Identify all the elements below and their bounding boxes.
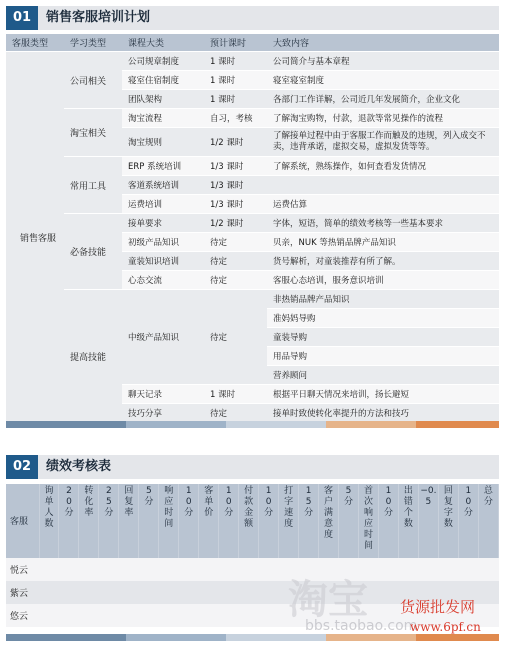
- perf-header-cell: 10分: [458, 484, 478, 558]
- url-watermark: www.6pf.cn: [410, 620, 481, 634]
- perf-header-cell: 客户满意度: [319, 484, 339, 558]
- perf-header-cell: 回复率: [119, 484, 139, 558]
- header-hours: 预计课时: [204, 34, 267, 52]
- hours-cell: 1/3 课时: [204, 195, 267, 214]
- course-cell: 技巧分享: [122, 404, 204, 423]
- forum-url-watermark: bbs.taobao.com: [305, 618, 418, 634]
- course-cell: 聊天记录: [122, 385, 204, 404]
- cs-name: 悦云: [6, 558, 39, 581]
- course-cell: ERP 系统培训: [122, 157, 204, 176]
- brand-watermark: 货源批发网: [400, 598, 476, 616]
- perf-header-cell: 5分: [139, 484, 159, 558]
- cs-name: 悠云: [6, 604, 39, 627]
- course-cell: 中级产品知识: [122, 290, 204, 385]
- hours-cell: 1 课时: [204, 71, 267, 90]
- content-cell: 用品导购: [267, 347, 499, 366]
- course-cell: 公司规章制度: [122, 52, 204, 71]
- perf-header-cell: 25分: [99, 484, 119, 558]
- course-cell: 童装知识培训: [122, 252, 204, 271]
- hours-cell: 待定: [204, 233, 267, 252]
- perf-header-cell: 10分: [378, 484, 398, 558]
- content-cell: 运费估算: [267, 195, 499, 214]
- content-cell: 准妈妈导购: [267, 309, 499, 328]
- table-header-row: [6, 34, 499, 52]
- content-cell: [267, 176, 499, 195]
- perf-header-cell: 询单人数: [39, 484, 59, 558]
- course-cell: 初级产品知识: [122, 233, 204, 252]
- hours-cell: 待定: [204, 404, 267, 423]
- table-row: [6, 604, 499, 627]
- hours-cell: 1 课时: [204, 52, 267, 71]
- hours-cell: 1 课时: [204, 90, 267, 109]
- perf-header-cell: 回复字数: [438, 484, 458, 558]
- content-cell: 字体，短语，简单的绩效考核等一些基本要求: [267, 214, 499, 233]
- course-cell: 心态交流: [122, 271, 204, 290]
- header-study-type: 学习类型: [64, 34, 122, 52]
- perf-header-cell: 出错个数: [398, 484, 418, 558]
- perf-header-row: [6, 484, 499, 558]
- hours-cell: 待定: [204, 271, 267, 290]
- cs-name: 紫云: [6, 581, 39, 604]
- section1-header: [6, 6, 499, 30]
- performance-table: [6, 484, 499, 627]
- content-cell: 非热销品牌产品知识: [267, 290, 499, 309]
- perf-header-cell: 15分: [299, 484, 319, 558]
- hours-cell: 1/2 课时: [204, 214, 267, 233]
- perf-header-cell: 首次响应时间: [359, 484, 379, 558]
- section1-number: 01: [6, 6, 38, 30]
- content-cell: 客服心态培训，服务意识培训: [267, 271, 499, 290]
- perf-header-cell: 转化率: [79, 484, 99, 558]
- hours-cell: 待定: [204, 252, 267, 271]
- content-cell: 各部门工作详解，公司近几年发展简介，企业文化: [267, 90, 499, 109]
- section2-header: [6, 455, 499, 479]
- group-company: 公司相关: [64, 52, 122, 109]
- content-cell: 了解系统，熟练操作，如何查看发货情况: [267, 157, 499, 176]
- content-cell: 营养顾问: [267, 366, 499, 385]
- cs-type-cell: 销售客服: [6, 52, 64, 423]
- perf-header-cell: 10分: [179, 484, 199, 558]
- hours-cell: 1/3 课时: [204, 157, 267, 176]
- hours-cell: 1 课时: [204, 385, 267, 404]
- perf-header-cell: 付款金额: [239, 484, 259, 558]
- perf-header-cell: 5分: [339, 484, 359, 558]
- header-cs-type: 客服类型: [6, 34, 64, 52]
- taobao-logo-watermark: 淘宝: [288, 577, 368, 623]
- content-cell: 寝室寝室制度: [267, 71, 499, 90]
- content-cell: 童装导购: [267, 328, 499, 347]
- hours-cell: 待定: [204, 290, 267, 385]
- section2-divider-stripe: [6, 634, 499, 641]
- group-advanced: 提高技能: [64, 290, 122, 423]
- section2-title: 绩效考核表: [46, 459, 112, 474]
- perf-header-cell: 客单价: [199, 484, 219, 558]
- group-tools: 常用工具: [64, 157, 122, 214]
- hours-cell: 1/3 课时: [204, 176, 267, 195]
- content-cell: 接单时致使转化率提升的方法和技巧: [267, 404, 499, 423]
- perf-header-cell: −0.5: [418, 484, 438, 558]
- table-row: [6, 558, 499, 581]
- content-cell: 贝亲，NUK 等热销品牌产品知识: [267, 233, 499, 252]
- content-cell: 根据平日聊天情况来培训，扬长避短: [267, 385, 499, 404]
- perf-header-cell: 响应时间: [159, 484, 179, 558]
- course-cell: 淘宝流程: [122, 109, 204, 128]
- perf-header-cell: 10分: [219, 484, 239, 558]
- table-row: [6, 581, 499, 604]
- content-cell: 公司简介与基本章程: [267, 52, 499, 71]
- course-cell: 运费培训: [122, 195, 204, 214]
- course-cell: 寝室住宿制度: [122, 71, 204, 90]
- header-course-category: 课程大类: [122, 34, 204, 52]
- hours-cell: 自习，考核: [204, 109, 267, 128]
- content-cell: 货号解析，对童装推荐有所了解。: [267, 252, 499, 271]
- content-cell: 了解接单过程中由于客服工作而触及的违规，列入成交不卖，违背承诺，虚拟交易，虚拟发货等等。: [267, 128, 499, 157]
- perf-header-cell: 10分: [259, 484, 279, 558]
- perf-header-cell: 打字速度: [279, 484, 299, 558]
- content-cell: 了解淘宝购物，付款，退款等常见操作的流程: [267, 109, 499, 128]
- perf-header-cell: 20分: [59, 484, 79, 558]
- perf-header-cell: 总分: [478, 484, 498, 558]
- section1-divider-stripe: [6, 421, 499, 428]
- header-content: 大致内容: [267, 34, 499, 52]
- section1-title: 销售客服培训计划: [46, 10, 151, 25]
- perf-header-cs: 客服: [6, 484, 39, 558]
- group-skills: 必备技能: [64, 214, 122, 290]
- course-cell: 团队架构: [122, 90, 204, 109]
- group-taobao: 淘宝相关: [64, 109, 122, 157]
- course-cell: 接单要求: [122, 214, 204, 233]
- course-cell: 淘宝规则: [122, 128, 204, 157]
- section2-number: 02: [6, 455, 38, 479]
- training-plan-table: [6, 34, 499, 423]
- course-cell: 客道系统培训: [122, 176, 204, 195]
- hours-cell: 1/2 课时: [204, 128, 267, 157]
